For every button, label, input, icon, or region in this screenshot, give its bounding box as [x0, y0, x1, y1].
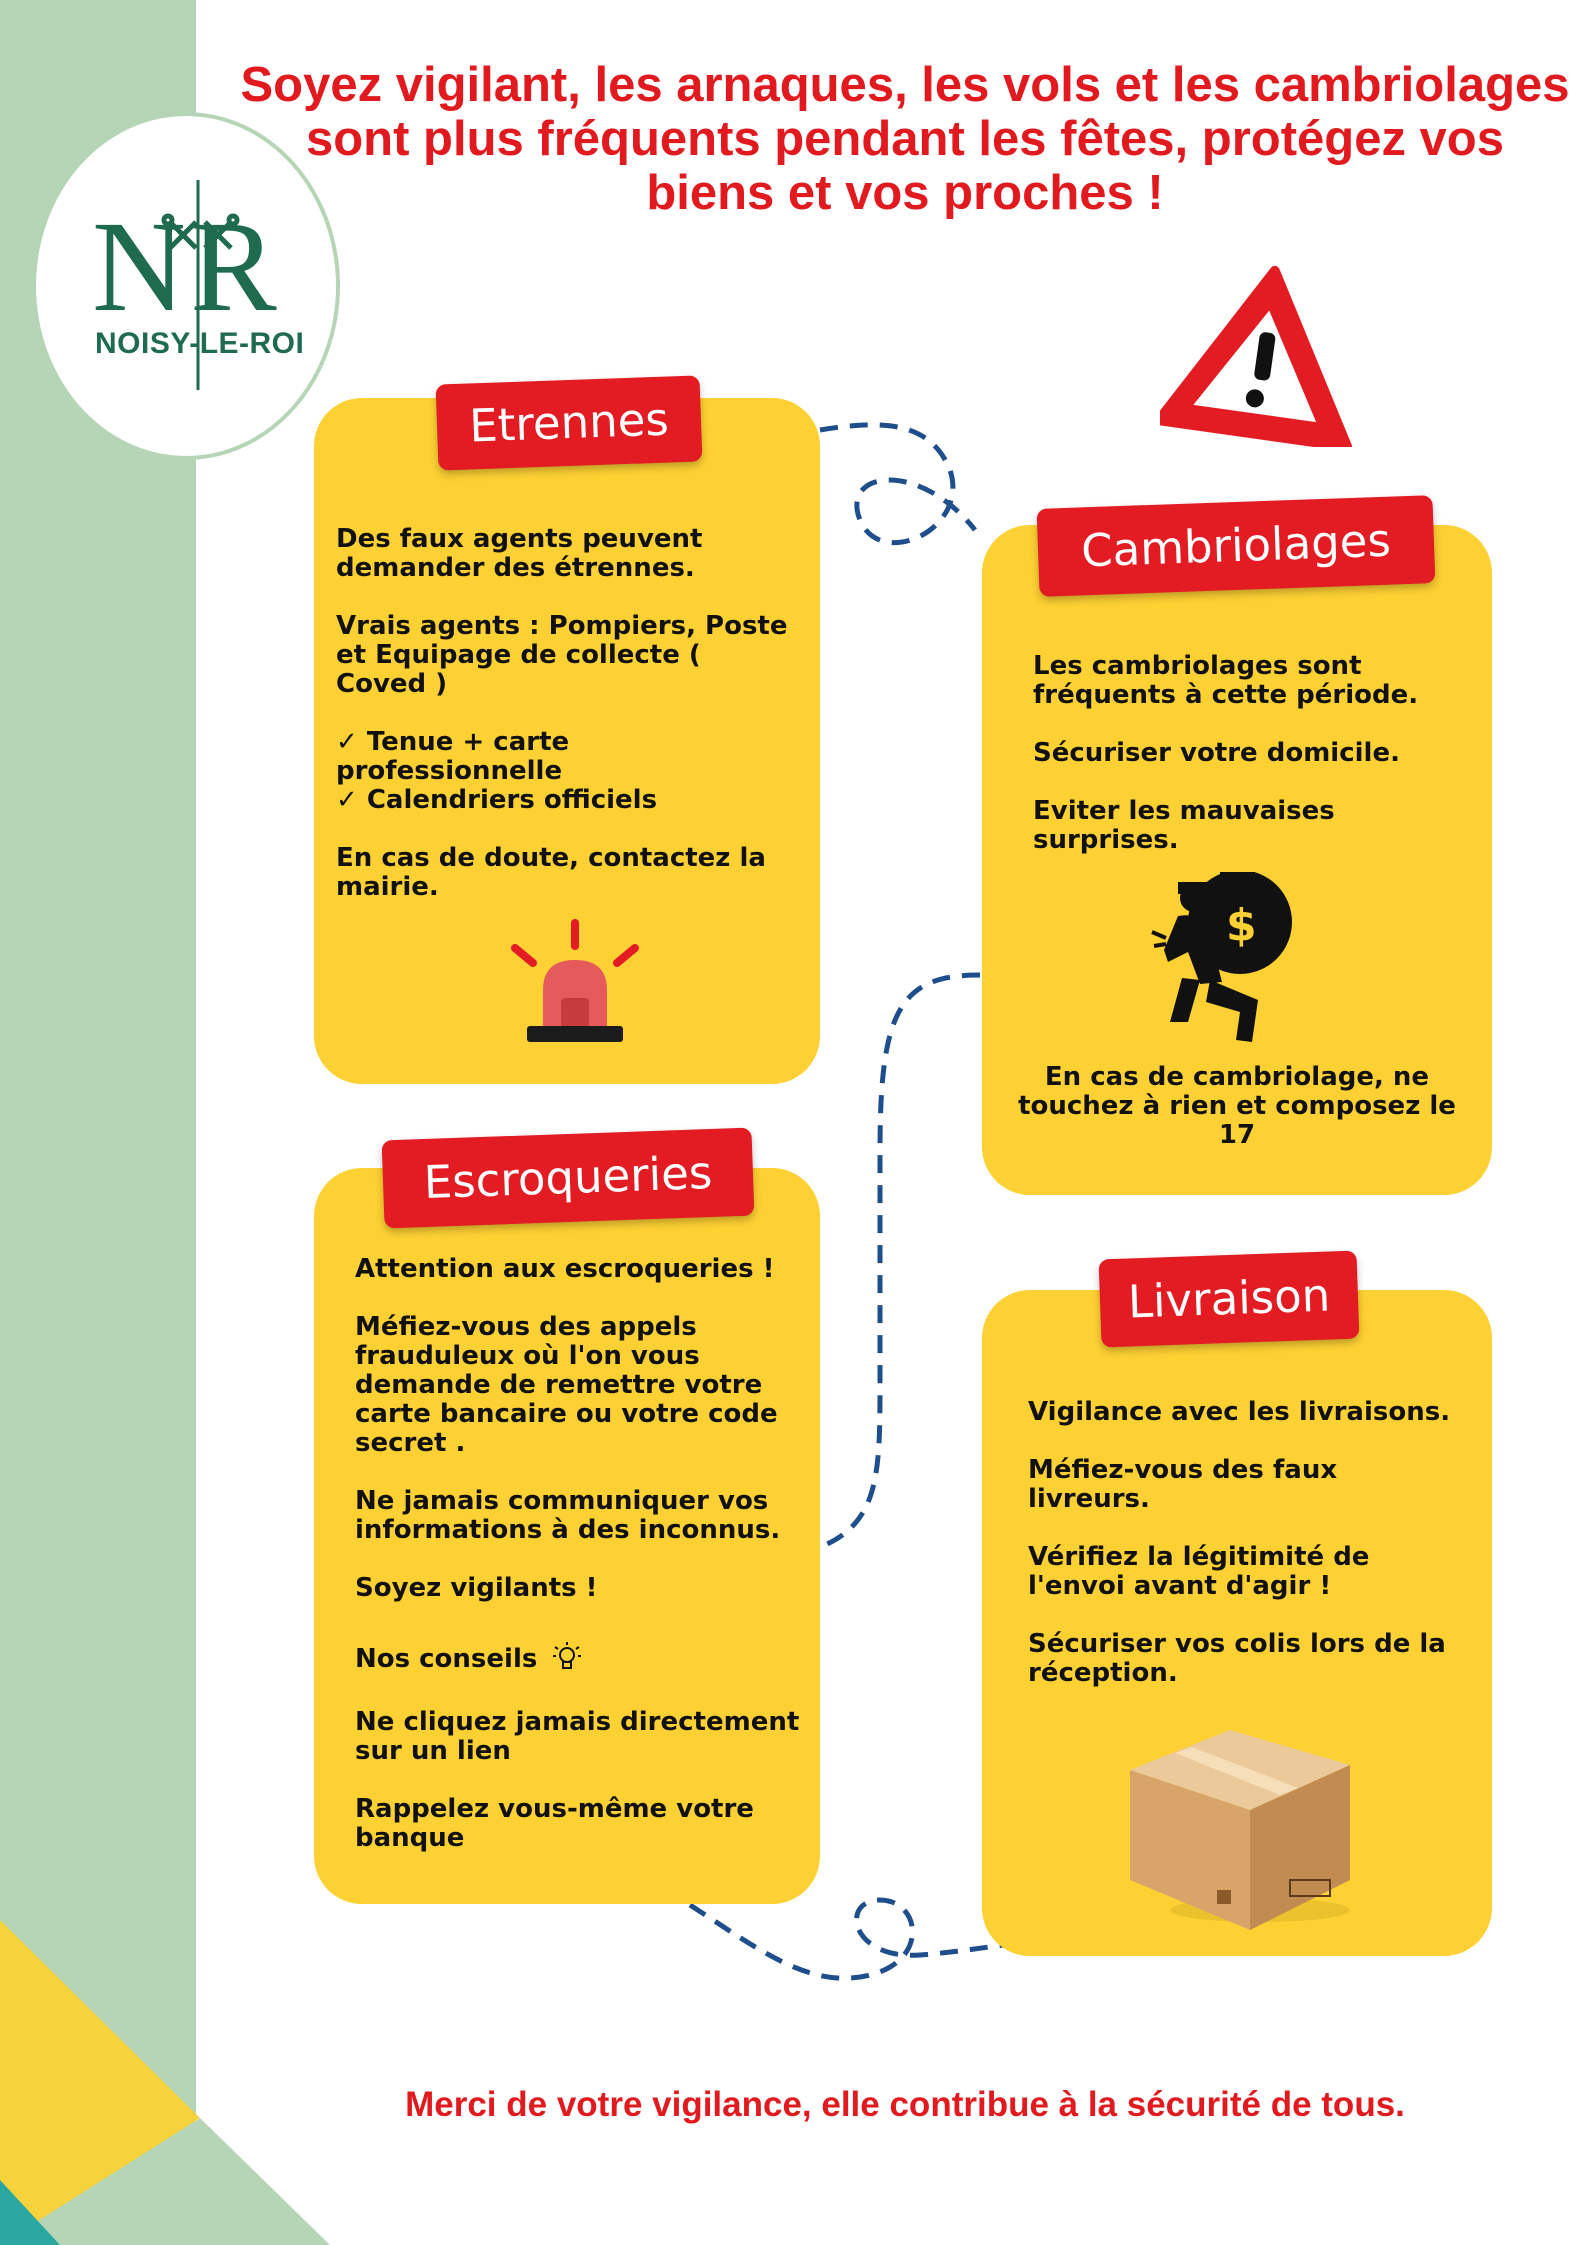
escroqueries-p6: Ne cliquez jamais directement sur un lien [355, 1707, 800, 1766]
siren-icon [505, 918, 645, 1048]
etrennes-p3: En cas de doute, contactez la mairie. [336, 843, 766, 902]
package-box-icon [1120, 1710, 1360, 1930]
etrennes-title: Etrennes [436, 375, 703, 470]
livraison-text [1028, 1398, 1468, 1717]
escroqueries-tips-heading [355, 1641, 815, 1674]
etrennes-text [336, 525, 796, 931]
cambriolages-p2: Sécuriser votre domicile. [1033, 738, 1400, 768]
footer-message: Merci de votre vigilance, elle contribue à la sécurité de tous. [405, 2085, 1405, 2124]
escroqueries-title: Escroqueries [382, 1128, 755, 1229]
livraison-title: Livraison [1099, 1251, 1360, 1348]
etrennes-check-1: ✓ Tenue + carte professionnelle [336, 727, 570, 786]
livraison-p4: Sécuriser vos colis lors de la réception. [1028, 1629, 1446, 1688]
svg-text:$: $ [1226, 900, 1257, 951]
livraison-p1: Vigilance avec les livraisons. [1028, 1397, 1451, 1427]
cambriolages-p3: Eviter les mauvaises surprises. [1033, 796, 1335, 855]
escroqueries-text [355, 1255, 815, 1882]
lightbulb-icon [552, 1641, 582, 1673]
cambriolages-p1: Les cambriolages sont fréquents à cette période. [1033, 651, 1419, 710]
etrennes-p1: Des faux agents peuvent demander des étrennes. [336, 524, 703, 583]
cambriolages-emergency: En cas de cambriolage, ne touchez à rien et composez le 17 [1018, 1062, 1456, 1150]
svg-text:R: R [190, 195, 277, 339]
escroqueries-p4: Soyez vigilants ! [355, 1573, 598, 1603]
burglar-icon [1148, 872, 1328, 1047]
etrennes-check-2: ✓ Calendriers officiels [336, 785, 658, 815]
svg-text:N: N [92, 195, 186, 339]
cambriolages-text [1033, 652, 1473, 884]
page-title: Soyez vigilant, les arnaques, les vols et les cambriolages sont plus fréquents pendant les fêtes, protégez vos biens et vos proches ! [240, 58, 1570, 220]
escroqueries-p5: Nos conseils [355, 1644, 538, 1674]
livraison-p3: Vérifiez la légitimité de l'envoi avant d'agir ! [1028, 1542, 1370, 1601]
escroqueries-p3: Ne jamais communiquer vos informations à des inconnus. [355, 1486, 781, 1545]
logo-town-name: NOISY-LE-ROI [95, 327, 305, 360]
cambriolages-title: Cambriolages [1037, 495, 1436, 597]
escroqueries-p7: Rappelez vous-même votre banque [355, 1794, 754, 1853]
etrennes-p2: Vrais agents : Pompiers, Poste et Equipage de collecte ( Coved ) [336, 611, 788, 699]
escroqueries-p2: Méfiez-vous des appels frauduleux où l'on vous demande de remettre votre carte bancaire ou votre code secret . [355, 1312, 778, 1458]
livraison-p2: Méfiez-vous des faux livreurs. [1028, 1455, 1338, 1514]
escroqueries-p1: Attention aux escroqueries ! [355, 1254, 775, 1284]
